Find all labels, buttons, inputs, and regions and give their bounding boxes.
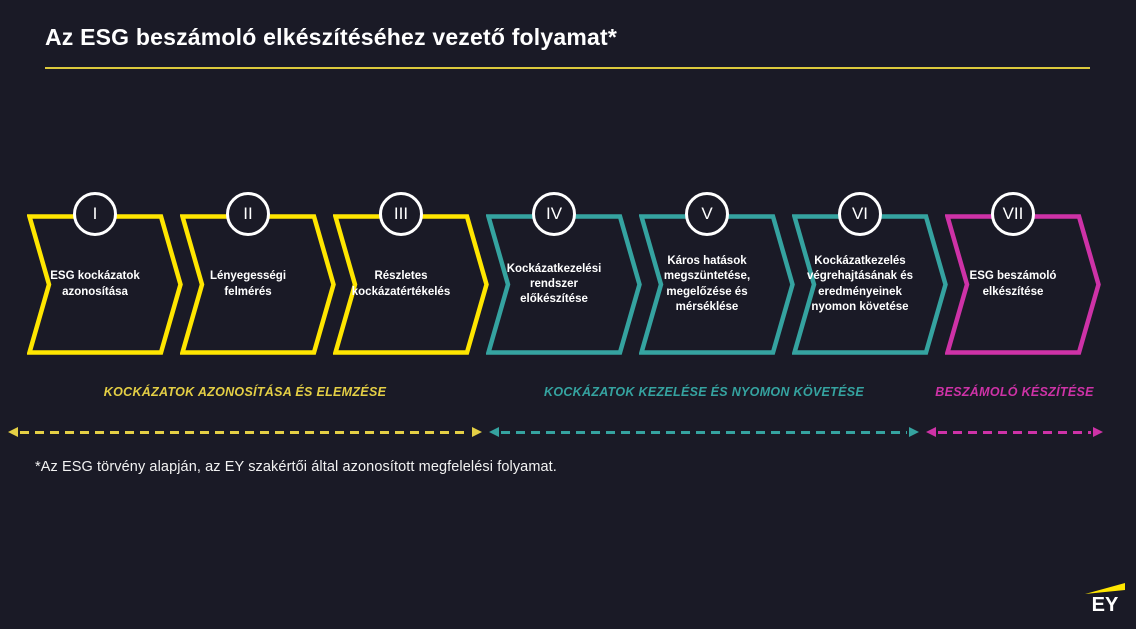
phase-arrow-risk-management <box>489 427 919 437</box>
stage-numeral-badge <box>532 192 576 236</box>
process-stage-2 <box>180 192 336 355</box>
dashed-line <box>20 431 470 434</box>
phase-label-risk-management: KOCKÁZATOK KEZELÉSE ÉS NYOMON KÖVETÉSE <box>544 385 864 399</box>
ey-logo-text: EY <box>1091 594 1119 616</box>
stage-numeral-badge <box>685 192 729 236</box>
arrow-right-icon <box>909 427 919 437</box>
stage-label: Kockázatkezelési rendszer előkészítése <box>506 262 602 306</box>
process-stage-5 <box>639 192 795 355</box>
footnote: *Az ESG törvény alapján, az EY szakértői által azonosított megfelelési folyamat. <box>35 459 557 475</box>
arrow-left-icon <box>926 427 936 437</box>
arrow-left-icon <box>489 427 499 437</box>
phase-arrow-risk-identification <box>8 427 482 437</box>
stage-numeral: III <box>393 204 409 223</box>
stage-label: Káros hatások megszüntetése, megelőzése és mérséklése <box>663 255 751 313</box>
stage-numeral: VII <box>1002 204 1024 223</box>
stage-label: ESG kockázatok azonosítása <box>50 270 140 298</box>
arrow-right-icon <box>1093 427 1103 437</box>
stage-numeral-badge <box>838 192 882 236</box>
ey-logo <box>1085 583 1125 615</box>
page-title: Az ESG beszámoló elkészítéséhez vezető folyamat* <box>45 24 618 50</box>
process-stage-7 <box>945 192 1101 355</box>
dashed-line <box>501 431 907 434</box>
stage-label: Részletes kockázatértékelés <box>351 270 451 298</box>
stage-numeral: VI <box>851 204 869 223</box>
process-stage-3 <box>333 192 489 355</box>
phase-arrow-reporting <box>926 427 1103 437</box>
process-stage-1 <box>27 192 183 355</box>
phase-label-reporting: BESZÁMOLÓ KÉSZÍTÉSE <box>935 385 1094 399</box>
arrow-right-icon <box>472 427 482 437</box>
stage-label: Kockázatkezelés végrehajtásának és eredményeinek nyomon követése <box>806 255 914 313</box>
stage-numeral-badge <box>73 192 117 236</box>
stage-numeral: IV <box>545 204 563 223</box>
stage-numeral-badge <box>379 192 423 236</box>
stage-label: Lényegességi felmérés <box>209 270 287 298</box>
dashed-line <box>938 431 1091 434</box>
process-stage-6 <box>792 192 948 355</box>
title-underline <box>45 67 1090 69</box>
stage-numeral-badge <box>226 192 270 236</box>
process-stage-4 <box>486 192 642 355</box>
phase-label-risk-identification: KOCKÁZATOK AZONOSÍTÁSA ÉS ELEMZÉSE <box>103 385 387 399</box>
stage-numeral-badge <box>991 192 1035 236</box>
stage-numeral: II <box>243 204 253 223</box>
arrow-left-icon <box>8 427 18 437</box>
stage-numeral: V <box>701 204 713 223</box>
stage-numeral: I <box>92 204 98 223</box>
stage-label: ESG beszámoló elkészítése <box>969 270 1057 298</box>
